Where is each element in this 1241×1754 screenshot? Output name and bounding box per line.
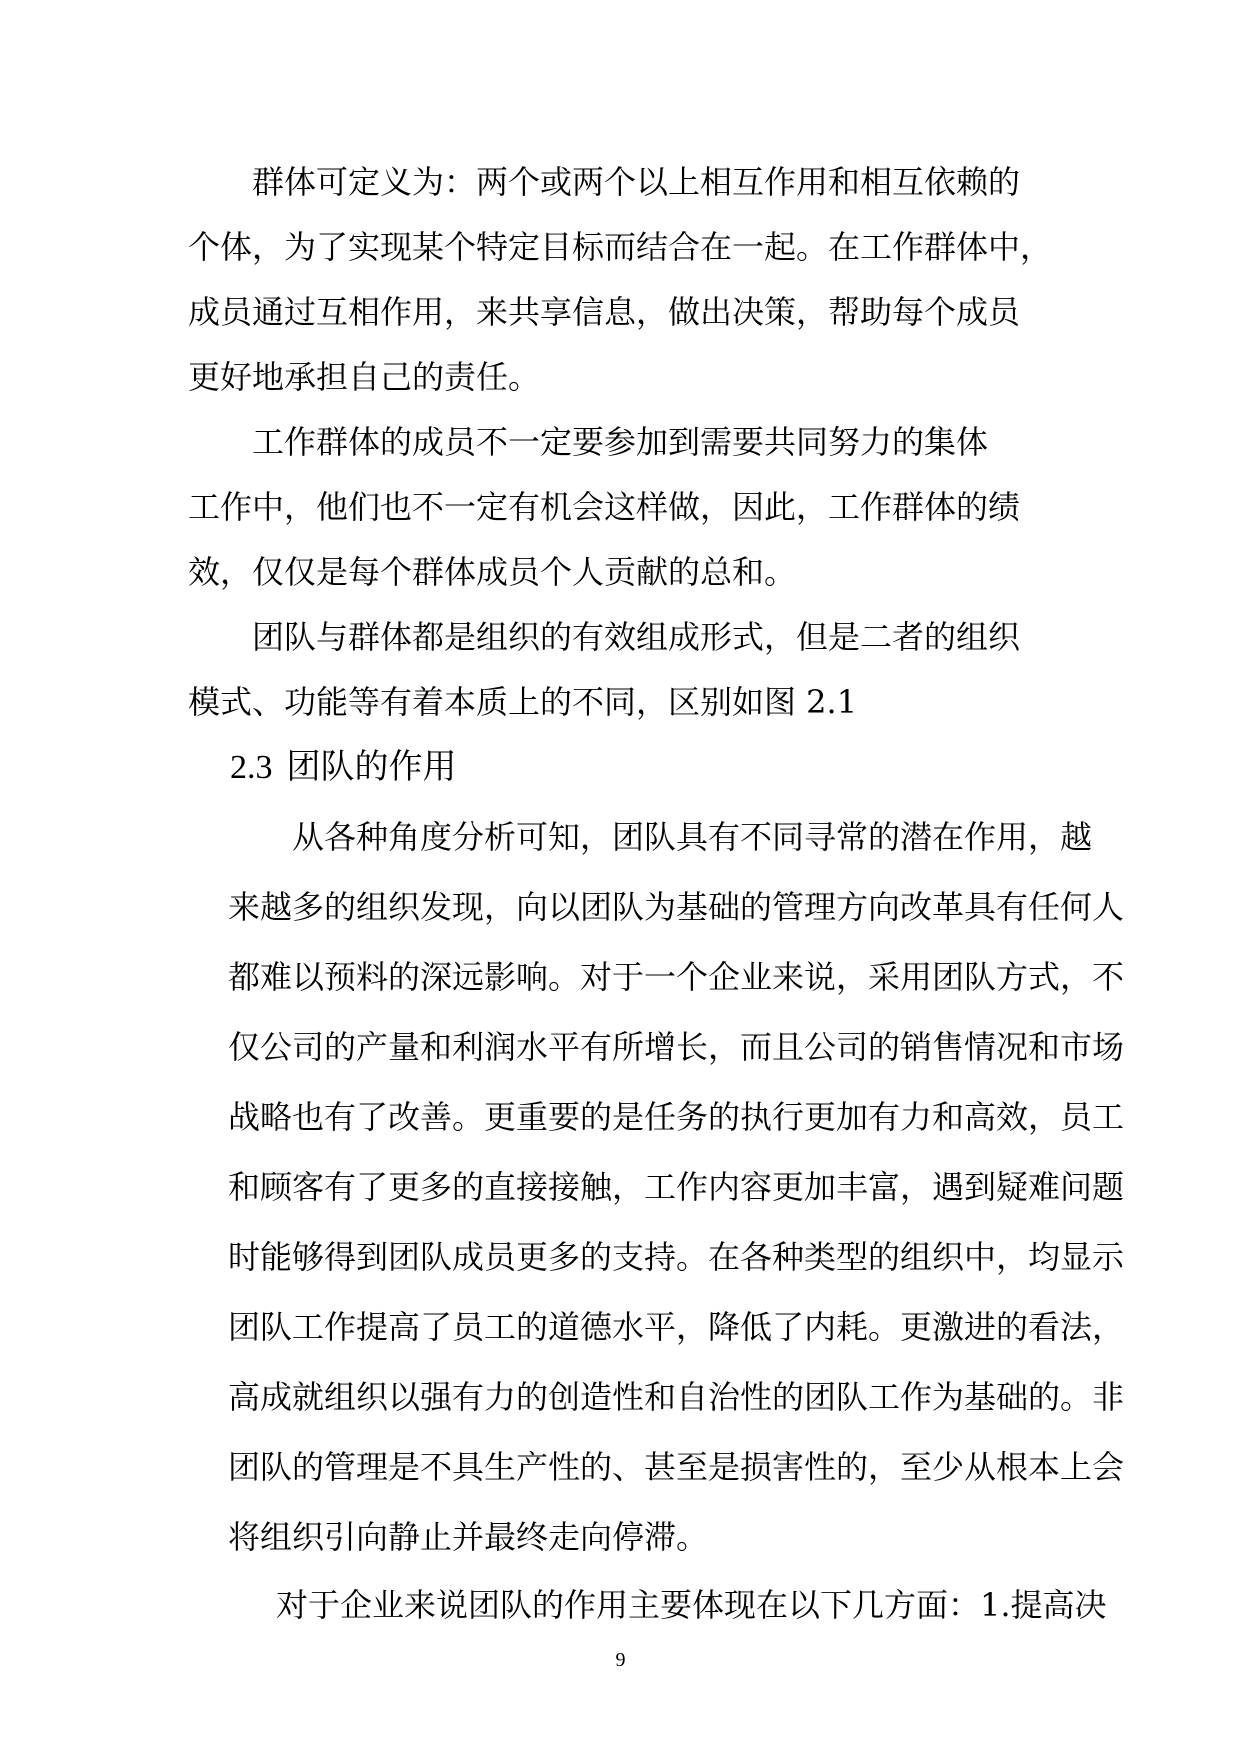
- page-number: 9: [615, 1649, 626, 1671]
- text-line: 更好地承担自己的责任。: [188, 358, 541, 396]
- text-line: 模式、功能等有着本质上的不同，区别如图 2.1: [188, 683, 858, 721]
- paragraph-team-effects: [228, 802, 1148, 1572]
- text-line: 群体可定义为：两个或两个以上相互作用和相互依赖的: [252, 163, 1021, 201]
- text-line: 工作中，他们也不一定有机会这样做，因此，工作群体的绩: [188, 488, 1021, 526]
- text-line: 团队工作提高了员工的道德水平，降低了内耗。更激进的看法，: [228, 1308, 1125, 1346]
- text-line: 对于企业来说团队的作用主要体现在以下几方面：1.提高决: [276, 1586, 1107, 1624]
- text-line: 战略也有了改善。更重要的是任务的执行更加有力和高效，员工: [228, 1098, 1125, 1136]
- text-line: 成员通过互相作用，来共享信息，做出决策，帮助每个成员: [188, 293, 1021, 331]
- text-line: 都难以预料的深远影响。对于一个企业来说，采用团队方式，不: [228, 958, 1125, 996]
- text-line: 工作群体的成员不一定要参加到需要共同努力的集体: [252, 423, 989, 461]
- paragraph-group-members: [188, 410, 1068, 605]
- paragraph-team-role-list: [228, 1570, 1148, 1640]
- text-line: 个体，为了实现某个特定目标而结合在一起。在工作群体中，: [188, 228, 1053, 266]
- paragraph-group-definition: [188, 150, 1068, 410]
- section-title: 团队的作用: [286, 747, 457, 787]
- text-line: 将组织引向静止并最终走向停滞。: [228, 1518, 709, 1556]
- section-number: 2.3: [230, 749, 273, 786]
- text-line: 仅公司的产量和利润水平有所增长，而且公司的销售情况和市场: [228, 1028, 1125, 1066]
- text-line: 时能够得到团队成员更多的支持。在各种类型的组织中，均显示: [228, 1238, 1125, 1276]
- text-line: 来越多的组织发现，向以团队为基础的管理方向改革具有任何人: [228, 888, 1125, 926]
- paragraph-team-vs-group: [188, 605, 1068, 735]
- text-line: 高成就组织以强有力的创造性和自治性的团队工作为基础的。非: [228, 1378, 1125, 1416]
- text-line: 效，仅仅是每个群体成员个人贡献的总和。: [188, 553, 797, 591]
- section-heading: [230, 742, 457, 793]
- text-line: 团队与群体都是组织的有效组成形式，但是二者的组织: [252, 618, 1021, 656]
- text-line: 和顾客有了更多的直接接触，工作内容更加丰富，遇到疑难问题: [228, 1168, 1125, 1206]
- text-line: 从各种角度分析可知，团队具有不同寻常的潜在作用，越: [292, 818, 1093, 856]
- text-line: 团队的管理是不具生产性的、甚至是损害性的，至少从根本上会: [228, 1448, 1125, 1486]
